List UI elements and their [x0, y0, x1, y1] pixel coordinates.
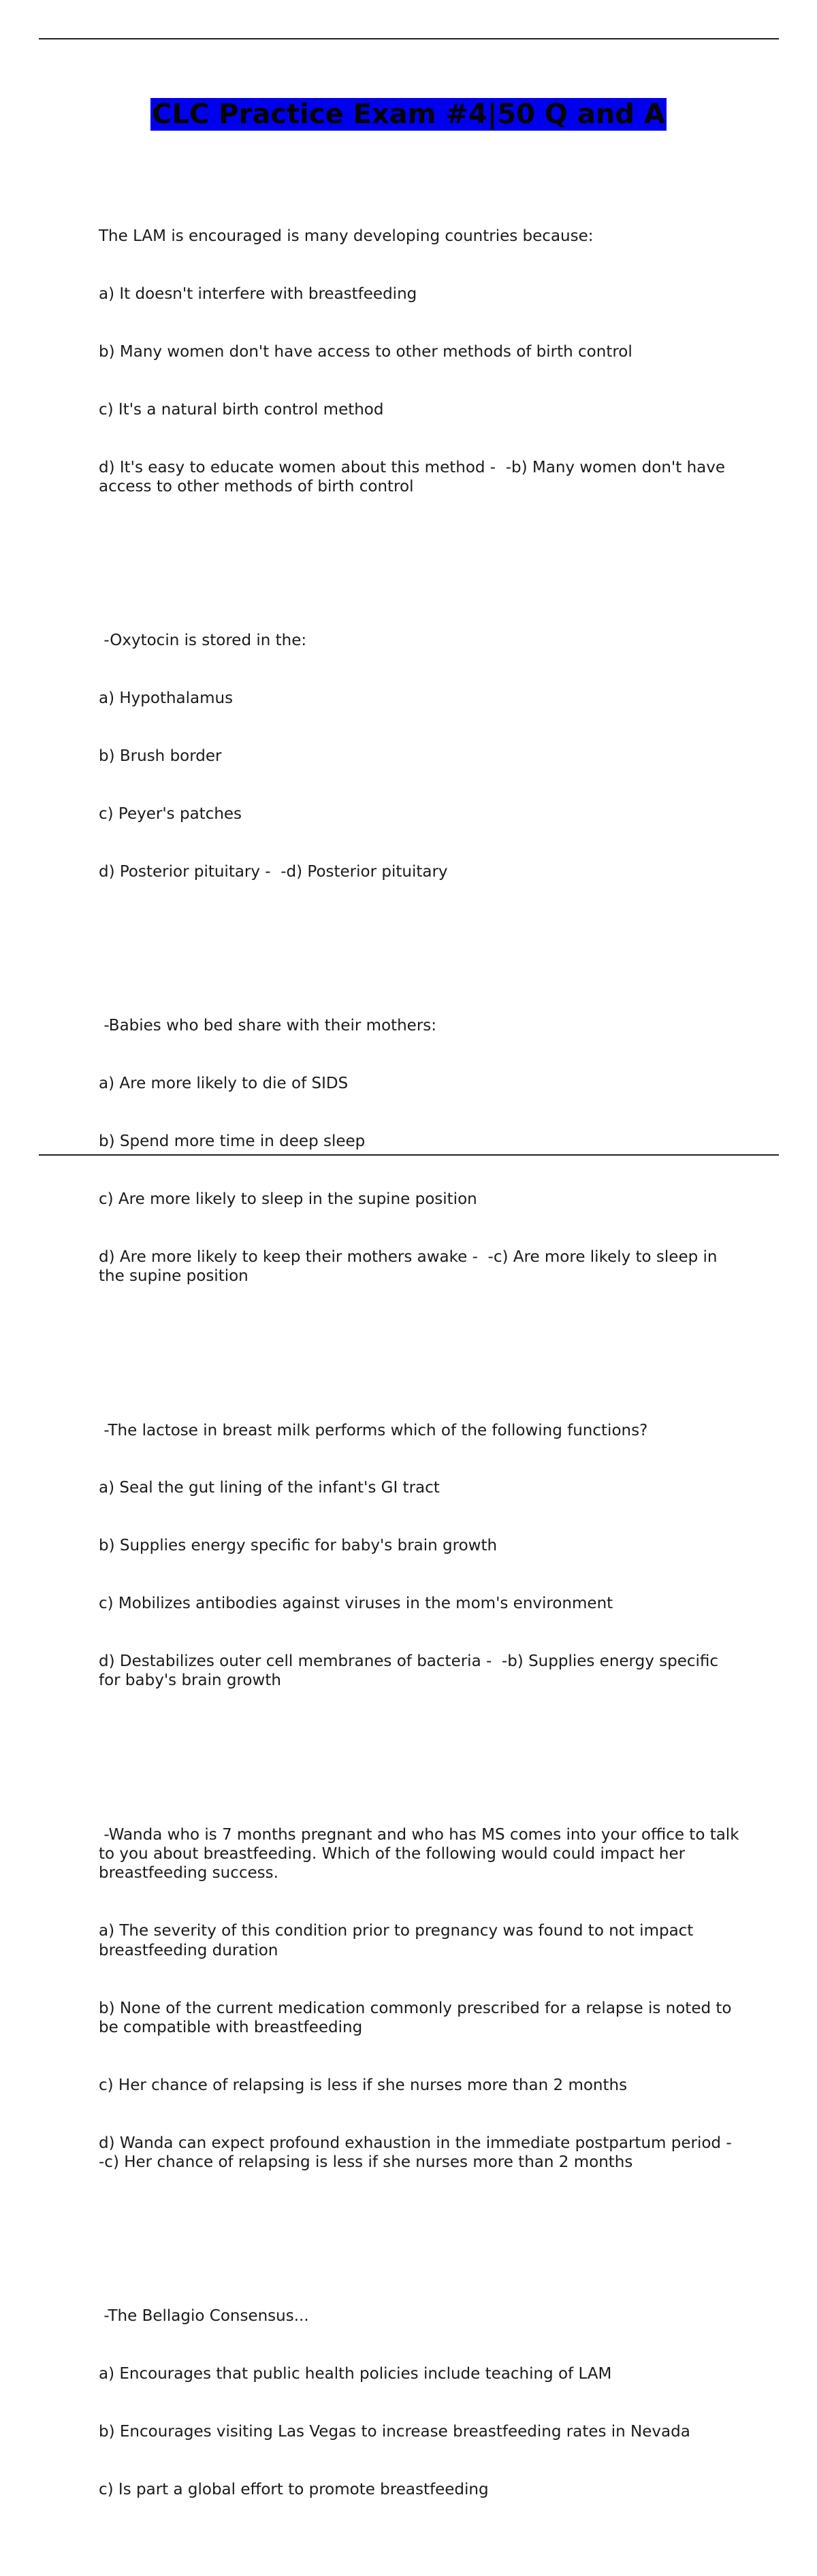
question-stem: -Oxytocin is stored in the:	[99, 632, 307, 650]
bottom-rule	[39, 1154, 779, 1156]
question-stem: -The Bellagio Consensus...	[99, 2307, 309, 2326]
answer-option: b) Supplies energy specific for baby's brain growth	[99, 1537, 498, 1555]
answer-option: c) Mobilizes antibodies against viruses in the mom's environment	[99, 1595, 613, 1613]
top-rule	[39, 38, 779, 39]
answer-option-with-key: d) It's easy to educate women about this method - -b) Many women don't have access to other methods of birth control	[99, 458, 731, 496]
document-title: CLC Practice Exam #4|50 Q and A	[152, 99, 665, 130]
question-block	[99, 1382, 742, 1729]
answer-option-with-key: d) Destabilizes outer cell membranes of bacteria - -b) Supplies energy specific for baby's brain growth	[99, 1652, 724, 1690]
answer-option: a) Encourages that public health policies include teaching of LAM	[99, 2365, 612, 2383]
answer-option: a) It doesn't interfere with breastfeeding	[99, 285, 417, 304]
question-list	[99, 150, 742, 2576]
answer-option: a) Seal the gut lining of the infant's GI tract	[99, 1479, 440, 1497]
question-block	[99, 978, 742, 1324]
answer-option: c) Are more likely to sleep in the supine position	[99, 1190, 477, 1209]
answer-option: a) Hypothalamus	[99, 689, 234, 708]
question-block	[99, 2268, 742, 2538]
answer-option-with-key: d) Are more likely to keep their mothers awake - -c) Are more likely to sleep in the supine position	[99, 1248, 722, 1286]
answer-option: b) Spend more time in deep sleep	[99, 1132, 366, 1151]
answer-option-with-key: d) Wanda can expect profound exhaustion in the immediate postpartum period - -c) Her chance of relapsing is less if she nurses more than 2 months	[99, 2134, 742, 2171]
answer-option: c) It's a natural birth control method	[99, 400, 384, 419]
answer-option: b) Brush border	[99, 747, 222, 766]
answer-option: c) Her chance of relapsing is less if she nurses more than 2 months	[99, 2076, 628, 2094]
answer-option-with-key: d) Posterior pituitary - -d) Posterior pituitary	[99, 862, 448, 881]
question-block	[99, 1787, 742, 2211]
question-block	[99, 593, 742, 920]
answer-option: a) Are more likely to die of SIDS	[99, 1075, 349, 1093]
title-container	[0, 98, 817, 131]
answer-option: b) None of the current medication commonly prescribed for a relapse is noted to be compatible with breastfeeding	[99, 1999, 737, 2036]
answer-option: a) The severity of this condition prior to pregnancy was found to not impact breastfeeding duration	[99, 1922, 699, 1959]
question-stem: -Wanda who is 7 months pregnant and who has MS comes into your office to talk to you about breastfeeding. Which of the following would could impact her breastfeeding success.	[99, 1825, 744, 1882]
question-stem: -The lactose in breast milk performs which of the following functions?	[99, 1421, 648, 1439]
answer-option: c) Is part a global effort to promote breastfeeding	[99, 2480, 489, 2498]
question-block	[99, 189, 742, 535]
answer-option: b) Many women don't have access to other methods of birth control	[99, 342, 632, 361]
answer-option: b) Encourages visiting Las Vegas to increase breastfeeding rates in Nevada	[99, 2423, 690, 2441]
question-stem: -Babies who bed share with their mothers:	[99, 1017, 437, 1035]
question-stem: The LAM is encouraged is many developing countries because:	[99, 227, 594, 246]
answer-option: c) Peyer's patches	[99, 805, 242, 824]
